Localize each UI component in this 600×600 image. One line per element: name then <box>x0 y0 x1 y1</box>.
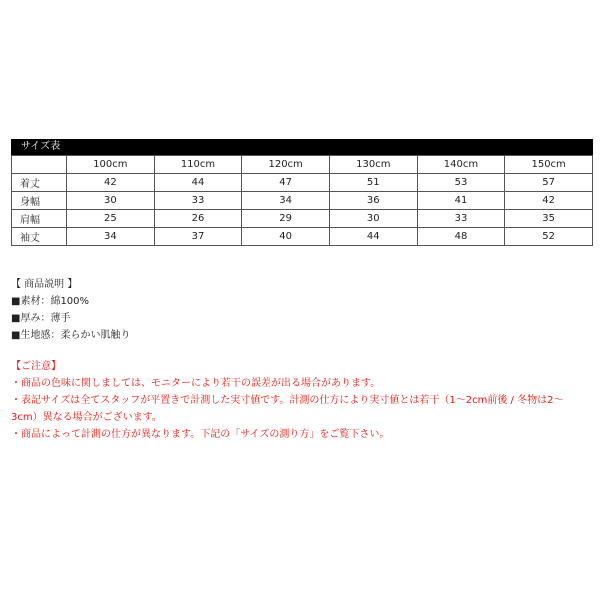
size-table-title: サイズ表 <box>11 139 593 155</box>
table-cell: 30 <box>329 210 417 228</box>
notes-line: ・商品によって計測の仕方が異なります。下記の「サイズの測り方」をご覧下さい。 <box>11 429 390 440</box>
table-cell: 29 <box>242 210 330 228</box>
size-column-header: 120cm <box>242 156 330 174</box>
table-cell: 41 <box>417 192 505 210</box>
table-cell: 42 <box>67 174 155 192</box>
size-column-header: 150cm <box>505 156 593 174</box>
table-cell: 44 <box>329 228 417 246</box>
table-cell: 35 <box>505 210 593 228</box>
size-column-header: 130cm <box>329 156 417 174</box>
table-cell: 33 <box>154 192 242 210</box>
table-cell: 25 <box>67 210 155 228</box>
product-info-texture: ■生地感：柔らかい肌触り <box>11 330 131 341</box>
table-cell: 44 <box>154 174 242 192</box>
table-cell: 51 <box>329 174 417 192</box>
notes-line: 3cm）異なる場合がございます。 <box>11 412 162 423</box>
size-column-header: 140cm <box>417 156 505 174</box>
row-label: 着丈 <box>12 174 67 192</box>
row-label: 身幅 <box>12 192 67 210</box>
table-cell: 37 <box>154 228 242 246</box>
size-column-header: 110cm <box>154 156 242 174</box>
table-cell: 40 <box>242 228 330 246</box>
notes-section <box>11 358 596 443</box>
table-cell: 47 <box>242 174 330 192</box>
size-table <box>11 155 593 246</box>
table-row <box>12 174 593 192</box>
table-cell: 57 <box>505 174 593 192</box>
table-cell: 42 <box>505 192 593 210</box>
notes-line: ・表記サイズは全てスタッフが平置きで計測した実寸値です。計測の仕方により実寸値とは若干（1～2cm前後 / 冬物は2～ <box>11 395 564 406</box>
table-cell: 30 <box>67 192 155 210</box>
row-label: 袖丈 <box>12 228 67 246</box>
size-column-header: 100cm <box>67 156 155 174</box>
table-row <box>12 192 593 210</box>
notes-heading: 【ご注意】 <box>11 361 61 372</box>
table-cell: 36 <box>329 192 417 210</box>
notes-line: ・商品の色味に関しましては、モニターにより若干の誤差が出る場合があります。 <box>11 378 381 389</box>
table-cell: 26 <box>154 210 242 228</box>
size-table-section <box>11 139 593 246</box>
size-table-header-row <box>12 156 593 174</box>
product-info-heading: 【 商品説明 】 <box>11 279 78 290</box>
table-row <box>12 228 593 246</box>
row-label: 肩幅 <box>12 210 67 228</box>
product-info-material: ■素材：綿100% <box>11 296 90 307</box>
product-info-thickness: ■厚み：薄手 <box>11 313 71 324</box>
table-cell: 53 <box>417 174 505 192</box>
table-cell: 34 <box>242 192 330 210</box>
table-cell: 48 <box>417 228 505 246</box>
table-cell: 34 <box>67 228 155 246</box>
size-table-corner-cell <box>12 156 67 174</box>
product-info-section <box>11 276 130 344</box>
table-row <box>12 210 593 228</box>
table-cell: 33 <box>417 210 505 228</box>
table-cell: 52 <box>505 228 593 246</box>
